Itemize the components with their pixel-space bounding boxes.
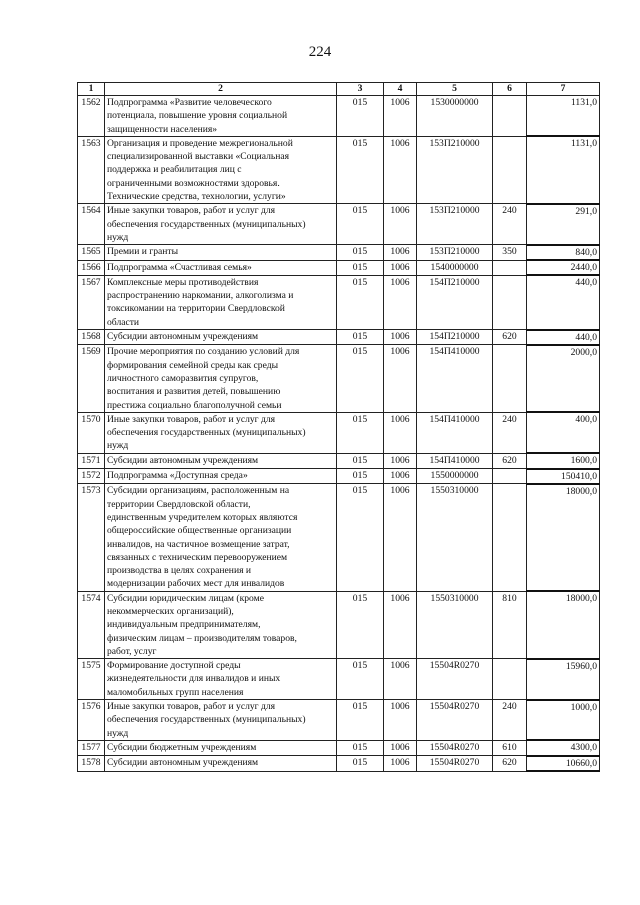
expense-type-code xyxy=(493,484,527,591)
table-row xyxy=(78,756,600,771)
expense-type-code xyxy=(493,275,527,329)
amount-value: 440,0 xyxy=(527,330,600,345)
section-code: 1006 xyxy=(384,700,417,741)
target-article-code: 154П410000 xyxy=(417,453,493,468)
ministry-code: 015 xyxy=(337,700,384,741)
ministry-code: 015 xyxy=(337,330,384,345)
col-header-1: 1 xyxy=(78,83,105,96)
expense-type-code: 620 xyxy=(493,330,527,345)
item-name: Подпрограмма «Развитие человеческого потенциала, повышение уровня социальной защищенности населения» xyxy=(105,96,337,137)
section-code: 1006 xyxy=(384,330,417,345)
col-header-5: 5 xyxy=(417,83,493,96)
target-article-code: 15504R0270 xyxy=(417,740,493,755)
expense-type-code: 240 xyxy=(493,700,527,741)
target-article-code: 1530000000 xyxy=(417,96,493,137)
item-name: Субсидии юридическим лицам (кроме некоммерческих организаций), индивидуальным предпринимателям, физическим лицам – производителям товаров, работ, услуг xyxy=(105,591,337,658)
section-code: 1006 xyxy=(384,245,417,260)
target-article-code: 15504R0270 xyxy=(417,756,493,771)
item-name: Формирование доступной среды жизнедеятельности для инвалидов и иных маломобильных групп населения xyxy=(105,659,337,700)
amount-value: 18000,0 xyxy=(527,591,600,658)
ministry-code: 015 xyxy=(337,345,384,412)
item-name: Иные закупки товаров, работ и услуг для обеспечения государственных (муниципальных) нужд xyxy=(105,412,337,453)
ministry-code: 015 xyxy=(337,484,384,591)
amount-value: 1000,0 xyxy=(527,700,600,741)
expense-type-code: 610 xyxy=(493,740,527,755)
section-code: 1006 xyxy=(384,260,417,275)
row-number: 1568 xyxy=(78,330,105,345)
table-row xyxy=(78,96,600,137)
item-name: Иные закупки товаров, работ и услуг для обеспечения государственных (муниципальных) нужд xyxy=(105,700,337,741)
table-row xyxy=(78,245,600,260)
row-number: 1573 xyxy=(78,484,105,591)
section-code: 1006 xyxy=(384,96,417,137)
row-number: 1564 xyxy=(78,204,105,245)
target-article-code: 1550310000 xyxy=(417,484,493,591)
target-article-code: 153П210000 xyxy=(417,204,493,245)
item-name: Организация и проведение межрегиональной специализированной выставки «Социальная поддержка и реабилитация лиц с ограниченными возможностями здоровья. Технические средства, технологии, услуги» xyxy=(105,136,337,203)
row-number: 1562 xyxy=(78,96,105,137)
row-number: 1565 xyxy=(78,245,105,260)
target-article-code: 153П210000 xyxy=(417,136,493,203)
table-row xyxy=(78,412,600,453)
expense-type-code: 810 xyxy=(493,591,527,658)
budget-table xyxy=(77,82,600,772)
table-row xyxy=(78,740,600,755)
table-body xyxy=(78,96,600,772)
amount-value: 150410,0 xyxy=(527,469,600,484)
ministry-code: 015 xyxy=(337,96,384,137)
col-header-7: 7 xyxy=(527,83,600,96)
ministry-code: 015 xyxy=(337,412,384,453)
expense-type-code: 620 xyxy=(493,453,527,468)
item-name: Субсидии организациям, расположенным на территории Свердловской области, единственным учредителем которых являются общероссийские общественные организации инвалидов, на частичное возмещение затрат, связанных с техническим перевооружением производства в целях сохранения и модернизации рабочих мест для инвалидов xyxy=(105,484,337,591)
expense-type-code: 240 xyxy=(493,412,527,453)
row-number: 1570 xyxy=(78,412,105,453)
ministry-code: 015 xyxy=(337,740,384,755)
amount-value: 2440,0 xyxy=(527,260,600,275)
target-article-code: 154П410000 xyxy=(417,345,493,412)
col-header-6: 6 xyxy=(493,83,527,96)
ministry-code: 015 xyxy=(337,659,384,700)
target-article-code: 1550000000 xyxy=(417,469,493,484)
row-number: 1563 xyxy=(78,136,105,203)
row-number: 1576 xyxy=(78,700,105,741)
table-row xyxy=(78,275,600,329)
table-row xyxy=(78,330,600,345)
amount-value: 4300,0 xyxy=(527,740,600,755)
ministry-code: 015 xyxy=(337,136,384,203)
header-row xyxy=(78,83,600,96)
ministry-code: 015 xyxy=(337,245,384,260)
row-number: 1578 xyxy=(78,756,105,771)
section-code: 1006 xyxy=(384,136,417,203)
target-article-code: 153П210000 xyxy=(417,245,493,260)
page-number: 224 xyxy=(308,44,332,60)
row-number: 1574 xyxy=(78,591,105,658)
amount-value: 18000,0 xyxy=(527,484,600,591)
row-number: 1575 xyxy=(78,659,105,700)
expense-type-code: 350 xyxy=(493,245,527,260)
ministry-code: 015 xyxy=(337,260,384,275)
item-name: Подпрограмма «Счастливая семья» xyxy=(105,260,337,275)
col-header-3: 3 xyxy=(337,83,384,96)
item-name: Комплексные меры противодействия распространению наркомании, алкоголизма и токсикомании на территории Свердловской области xyxy=(105,275,337,329)
section-code: 1006 xyxy=(384,659,417,700)
item-name: Субсидии бюджетным учреждениям xyxy=(105,740,337,755)
row-number: 1567 xyxy=(78,275,105,329)
section-code: 1006 xyxy=(384,469,417,484)
row-number: 1572 xyxy=(78,469,105,484)
amount-value: 840,0 xyxy=(527,245,600,260)
item-name: Субсидии автономным учреждениям xyxy=(105,453,337,468)
table-row xyxy=(78,659,600,700)
target-article-code: 154П210000 xyxy=(417,275,493,329)
section-code: 1006 xyxy=(384,412,417,453)
col-header-2: 2 xyxy=(105,83,337,96)
target-article-code: 154П210000 xyxy=(417,330,493,345)
item-name: Прочие мероприятия по созданию условий для формирования семейной среды как среды личностного саморазвития супругов, воспитания и развития детей, повышению престижа социально благополучной семьи xyxy=(105,345,337,412)
expense-type-code: 620 xyxy=(493,756,527,771)
section-code: 1006 xyxy=(384,591,417,658)
ministry-code: 015 xyxy=(337,453,384,468)
item-name: Премии и гранты xyxy=(105,245,337,260)
item-name: Иные закупки товаров, работ и услуг для обеспечения государственных (муниципальных) нужд xyxy=(105,204,337,245)
amount-value: 440,0 xyxy=(527,275,600,329)
section-code: 1006 xyxy=(384,204,417,245)
amount-value: 2000,0 xyxy=(527,345,600,412)
table-row xyxy=(78,453,600,468)
target-article-code: 1540000000 xyxy=(417,260,493,275)
amount-value: 1131,0 xyxy=(527,96,600,137)
item-name: Подпрограмма «Доступная среда» xyxy=(105,469,337,484)
target-article-code: 1550310000 xyxy=(417,591,493,658)
section-code: 1006 xyxy=(384,275,417,329)
expense-type-code: 240 xyxy=(493,204,527,245)
table-row xyxy=(78,591,600,658)
ministry-code: 015 xyxy=(337,756,384,771)
row-number: 1569 xyxy=(78,345,105,412)
ministry-code: 015 xyxy=(337,275,384,329)
target-article-code: 15504R0270 xyxy=(417,659,493,700)
table-row xyxy=(78,484,600,591)
amount-value: 10660,0 xyxy=(527,756,600,771)
amount-value: 1600,0 xyxy=(527,453,600,468)
section-code: 1006 xyxy=(384,756,417,771)
row-number: 1571 xyxy=(78,453,105,468)
amount-value: 400,0 xyxy=(527,412,600,453)
expense-type-code xyxy=(493,96,527,137)
item-name: Субсидии автономным учреждениям xyxy=(105,330,337,345)
amount-value: 291,0 xyxy=(527,204,600,245)
target-article-code: 154П410000 xyxy=(417,412,493,453)
target-article-code: 15504R0270 xyxy=(417,700,493,741)
ministry-code: 015 xyxy=(337,469,384,484)
table-row xyxy=(78,204,600,245)
expense-type-code xyxy=(493,659,527,700)
expense-type-code xyxy=(493,345,527,412)
table-row xyxy=(78,700,600,741)
ministry-code: 015 xyxy=(337,204,384,245)
table-header xyxy=(78,83,600,96)
expense-type-code xyxy=(493,260,527,275)
section-code: 1006 xyxy=(384,484,417,591)
amount-value: 15960,0 xyxy=(527,659,600,700)
col-header-4: 4 xyxy=(384,83,417,96)
section-code: 1006 xyxy=(384,345,417,412)
section-code: 1006 xyxy=(384,740,417,755)
item-name: Субсидии автономным учреждениям xyxy=(105,756,337,771)
table-row xyxy=(78,469,600,484)
table-row xyxy=(78,345,600,412)
row-number: 1566 xyxy=(78,260,105,275)
amount-value: 1131,0 xyxy=(527,136,600,203)
section-code: 1006 xyxy=(384,453,417,468)
expense-type-code xyxy=(493,469,527,484)
expense-type-code xyxy=(493,136,527,203)
ministry-code: 015 xyxy=(337,591,384,658)
table-row xyxy=(78,260,600,275)
row-number: 1577 xyxy=(78,740,105,755)
table-row xyxy=(78,136,600,203)
